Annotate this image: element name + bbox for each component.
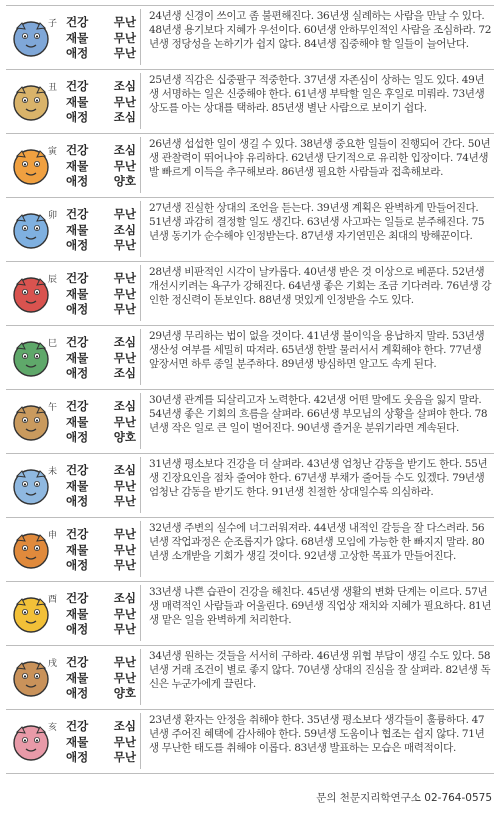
fortune-text: 29년생 무리하는 법이 없을 것이다. 41년생 불이익을 용납하지 말라. 53년생 생산성 여부를 세밀히 따져라. 65년생 한발 물러서서 계획해야 한다. 77년생 앞장서면 하루 종일 분주하다. 89년생 방심하면 알고도 속게 된다. [140,329,492,385]
zodiac-row [6,390,494,454]
stat-label-wealth: 재물 [66,670,89,685]
stat-label-love: 애정 [66,494,89,508]
stat-value-wealth: 무난 [113,734,136,749]
zodiac-animal-char: 未 [48,467,58,477]
zodiac-animal-char: 卯 [48,211,58,221]
fortune-text: 31년생 평소보다 건강을 더 살펴라. 43년생 엄청난 감동을 받기도 한다. 55년생 긴장요인을 점차 줄여야 한다. 67년생 부채가 줄어들 수도 있겠다. 79년생 엄청난 감동을 받기도 한다. 91년생 친절한 상대일수록 의심하라. [140,457,492,513]
stat-label-wealth: 재물 [66,158,89,173]
stat-value-wealth: 무난 [113,30,136,45]
zodiac-row [6,646,494,710]
stat-health [66,591,136,607]
zodiac-animal-char: 辰 [48,275,58,285]
fortune-stats [66,79,136,126]
fortune-stats [66,591,136,638]
footer-contact: 문의 천문지리학연구소 02-764-0575 [316,792,492,804]
stat-value-health: 무난 [113,271,136,285]
stat-label-wealth: 재물 [66,94,89,109]
stat-label-love: 애정 [66,174,89,188]
stat-value-health: 조심 [113,143,136,157]
stat-health [66,271,136,287]
stat-health [66,655,136,671]
zodiac-row [6,6,494,70]
fortune-stats [66,527,136,574]
fortune-text: 34년생 원하는 것들을 서서히 구하라. 46년생 위협 부담이 생길 수도 있다. 58년생 거래 조건이 별로 좋지 않다. 70년생 상대의 진심을 잘 살펴라. 82년생 독신은 누군가에게 끌린다. [140,649,492,705]
stat-value-love: 양호 [113,174,136,188]
stat-label-wealth: 재물 [66,606,89,621]
stat-wealth [66,159,136,175]
stat-value-love: 무난 [113,622,136,636]
zodiac-animal-char: 午 [48,403,58,413]
stat-love [66,558,136,574]
fortune-text: 24년생 신경이 쓰이고 좀 불편해진다. 36년생 실례하는 사람을 만날 수 있다. 48년생 용기보다 지혜가 우선이다. 60년생 안하무인적인 사람을 조심하라. 72년생 정당성을 논하기가 쉽지 않다. 84년생 집중해야 할 일들이 늘어난다. [140,9,492,65]
zodiac-row [6,710,494,774]
stat-label-health: 건강 [66,591,89,605]
stat-value-love: 양호 [113,430,136,444]
stat-label-health: 건강 [66,463,89,477]
stat-label-health: 건강 [66,335,89,349]
fortune-stats [66,655,136,702]
stat-label-health: 건강 [66,271,89,285]
stat-love [66,430,136,446]
stat-value-love: 무난 [113,238,136,252]
stat-health [66,79,136,95]
stat-wealth [66,479,136,495]
stat-label-wealth: 재물 [66,286,89,301]
stat-label-health: 건강 [66,399,89,413]
stat-love [66,494,136,510]
stat-health [66,335,136,351]
stat-love [66,238,136,254]
zodiac-row [6,326,494,390]
stat-label-love: 애정 [66,302,89,316]
stat-value-love: 조심 [113,110,136,124]
stat-label-wealth: 재물 [66,734,89,749]
stat-label-love: 애정 [66,686,89,700]
stat-label-love: 애정 [66,366,89,380]
stat-value-health: 조심 [113,463,136,477]
fortune-stats [66,271,136,318]
stat-love [66,46,136,62]
stat-wealth [66,31,136,47]
stat-health [66,719,136,735]
fortune-stats [66,399,136,446]
stat-love [66,302,136,318]
stat-value-health: 무난 [113,15,136,29]
fortune-text: 33년생 나쁜 습관이 건강을 해친다. 45년생 생활의 변화 단계는 이르다. 57년생 매력적인 사람들과 어울린다. 69년생 직업상 재치와 지혜가 필요하다. 81년생 맡은 일을 완벽하게 처리한다. [140,585,492,641]
fortune-text: 28년생 비판적인 시각이 날카롭다. 40년생 받은 것 이상으로 베푼다. 52년생 개선시키려는 욕구가 강해진다. 64년생 좋은 기회는 조금 기다려라. 76년생 강인한 정신력이 돋보인다. 88년생 멋있게 인정받을 수도 있다. [140,265,492,321]
stat-value-wealth: 무난 [113,606,136,621]
stat-label-health: 건강 [66,719,89,733]
stat-value-love: 무난 [113,46,136,60]
zodiac-animal-char: 申 [48,531,58,541]
zodiac-animal-char: 子 [48,19,58,29]
zodiac-row [6,262,494,326]
stat-love [66,366,136,382]
stat-value-love: 조심 [113,366,136,380]
stat-label-love: 애정 [66,750,89,764]
stat-label-love: 애정 [66,430,89,444]
stat-value-health: 무난 [113,655,136,669]
stat-love [66,174,136,190]
stat-value-wealth: 무난 [113,158,136,173]
stat-health [66,463,136,479]
stat-label-wealth: 재물 [66,478,89,493]
stat-value-wealth: 무난 [113,670,136,685]
fortune-text: 27년생 진실한 상대의 조언을 듣는다. 39년생 계획은 완벽하게 만들어진다. 51년생 과감히 결정할 일도 생긴다. 63년생 사고파는 일들로 분주해진다. 75년생 동기가 순수해야 인정받는다. 87년생 자기연민은 최대의 방해꾼이다. [140,201,492,257]
stat-value-health: 무난 [113,207,136,221]
stat-label-health: 건강 [66,143,89,157]
fortune-stats [66,335,136,382]
fortune-text: 32년생 주변의 실수에 너그러워져라. 44년생 내적인 갈등을 잘 다스려라. 56년생 작업과정은 순조롭지가 않다. 68년생 모임에 가능한 한 빠지지 말라. 80년생 소개받을 기회가 생길 것이다. 92년생 고상한 목표가 만들어진다. [140,521,492,577]
fortune-stats [66,463,136,510]
fortune-stats [66,15,136,62]
stat-value-wealth: 조심 [113,222,136,237]
stat-label-love: 애정 [66,622,89,636]
stat-love [66,110,136,126]
stat-love [66,750,136,766]
stat-label-health: 건강 [66,15,89,29]
zodiac-row [6,134,494,198]
fortune-text: 25년생 직감은 십중팔구 적중한다. 37년생 자존심이 상하는 일도 있다. 49년생 서명하는 일은 신중해야 한다. 61년생 부탁할 일은 후일로 미뤄라. 73년생 상도를 아는 상대를 택하라. 85년생 별난 사람으로 보이기 쉽다. [140,73,492,129]
stat-value-love: 양호 [113,686,136,700]
stat-value-wealth: 무난 [113,94,136,109]
stat-love [66,686,136,702]
stat-label-love: 애정 [66,110,89,124]
stat-wealth [66,287,136,303]
zodiac-animal-char: 巳 [48,339,58,349]
stat-value-health: 무난 [113,527,136,541]
stat-value-love: 무난 [113,750,136,764]
zodiac-row [6,518,494,582]
stat-value-health: 조심 [113,591,136,605]
stat-health [66,207,136,223]
stat-label-love: 애정 [66,238,89,252]
stat-value-health: 조심 [113,719,136,733]
stat-wealth [66,95,136,111]
stat-value-love: 무난 [113,302,136,316]
zodiac-row [6,70,494,134]
stat-label-love: 애정 [66,558,89,572]
stat-love [66,622,136,638]
fortune-text: 30년생 관계를 되살리고자 노력한다. 42년생 어떤 말에도 웃음을 잃지 말라. 54년생 좋은 기회의 흐름을 살펴라. 66년생 부모님의 상황을 살펴야 한다. 78년생 작은 일로 큰 일이 벌어진다. 90년생 즐거운 분위기라면 계속된다. [140,393,492,449]
stat-wealth [66,735,136,751]
fortune-text: 23년생 환자는 안정을 취해야 한다. 35년생 평소보다 생각들이 훌륭하다. 47년생 주어진 혜택에 감사해야 한다. 59년생 도움이나 협조는 쉽지 않다. 71년생 무난한 태도를 취해야 이롭다. 83년생 발표하는 모습은 매력적이다. [140,713,492,769]
stat-value-health: 조심 [113,79,136,93]
zodiac-animal-char: 寅 [48,147,58,157]
stat-value-wealth: 무난 [113,350,136,365]
stat-label-health: 건강 [66,527,89,541]
zodiac-animal-char: 亥 [48,723,58,733]
stat-value-health: 조심 [113,399,136,413]
zodiac-row [6,198,494,262]
stat-label-love: 애정 [66,46,89,60]
stat-label-wealth: 재물 [66,222,89,237]
stat-wealth [66,415,136,431]
stat-label-health: 건강 [66,79,89,93]
stat-label-health: 건강 [66,655,89,669]
stat-value-health: 조심 [113,335,136,349]
stat-label-wealth: 재물 [66,414,89,429]
zodiac-animal-char: 丑 [48,83,58,93]
stat-health [66,399,136,415]
fortune-text: 26년생 섭섭한 일이 생길 수 있다. 38년생 중요한 일들이 진행되어 간다. 50년생 관찰력이 뛰어나야 유리하다. 62년생 단기적으로 유리한 입장이다. 74년생 발 빠르게 이득을 추구해보라. 86년생 필요한 사람들과 접촉해보라. [140,137,492,193]
zodiac-animal-char: 酉 [48,595,58,605]
stat-label-health: 건강 [66,207,89,221]
fortune-stats [66,719,136,766]
stat-health [66,527,136,543]
zodiac-list [6,5,494,774]
stat-value-wealth: 무난 [113,478,136,493]
stat-label-wealth: 재물 [66,350,89,365]
stat-wealth [66,223,136,239]
stat-wealth [66,671,136,687]
stat-value-love: 무난 [113,558,136,572]
fortune-stats [66,143,136,190]
stat-wealth [66,351,136,367]
stat-value-love: 무난 [113,494,136,508]
stat-value-wealth: 무난 [113,286,136,301]
stat-value-wealth: 무난 [113,542,136,557]
stat-wealth [66,607,136,623]
stat-label-wealth: 재물 [66,30,89,45]
stat-health [66,143,136,159]
stat-health [66,15,136,31]
stat-value-wealth: 무난 [113,414,136,429]
stat-label-wealth: 재물 [66,542,89,557]
fortune-stats [66,207,136,254]
zodiac-animal-char: 戌 [48,659,58,669]
zodiac-row [6,454,494,518]
stat-wealth [66,543,136,559]
zodiac-row [6,582,494,646]
